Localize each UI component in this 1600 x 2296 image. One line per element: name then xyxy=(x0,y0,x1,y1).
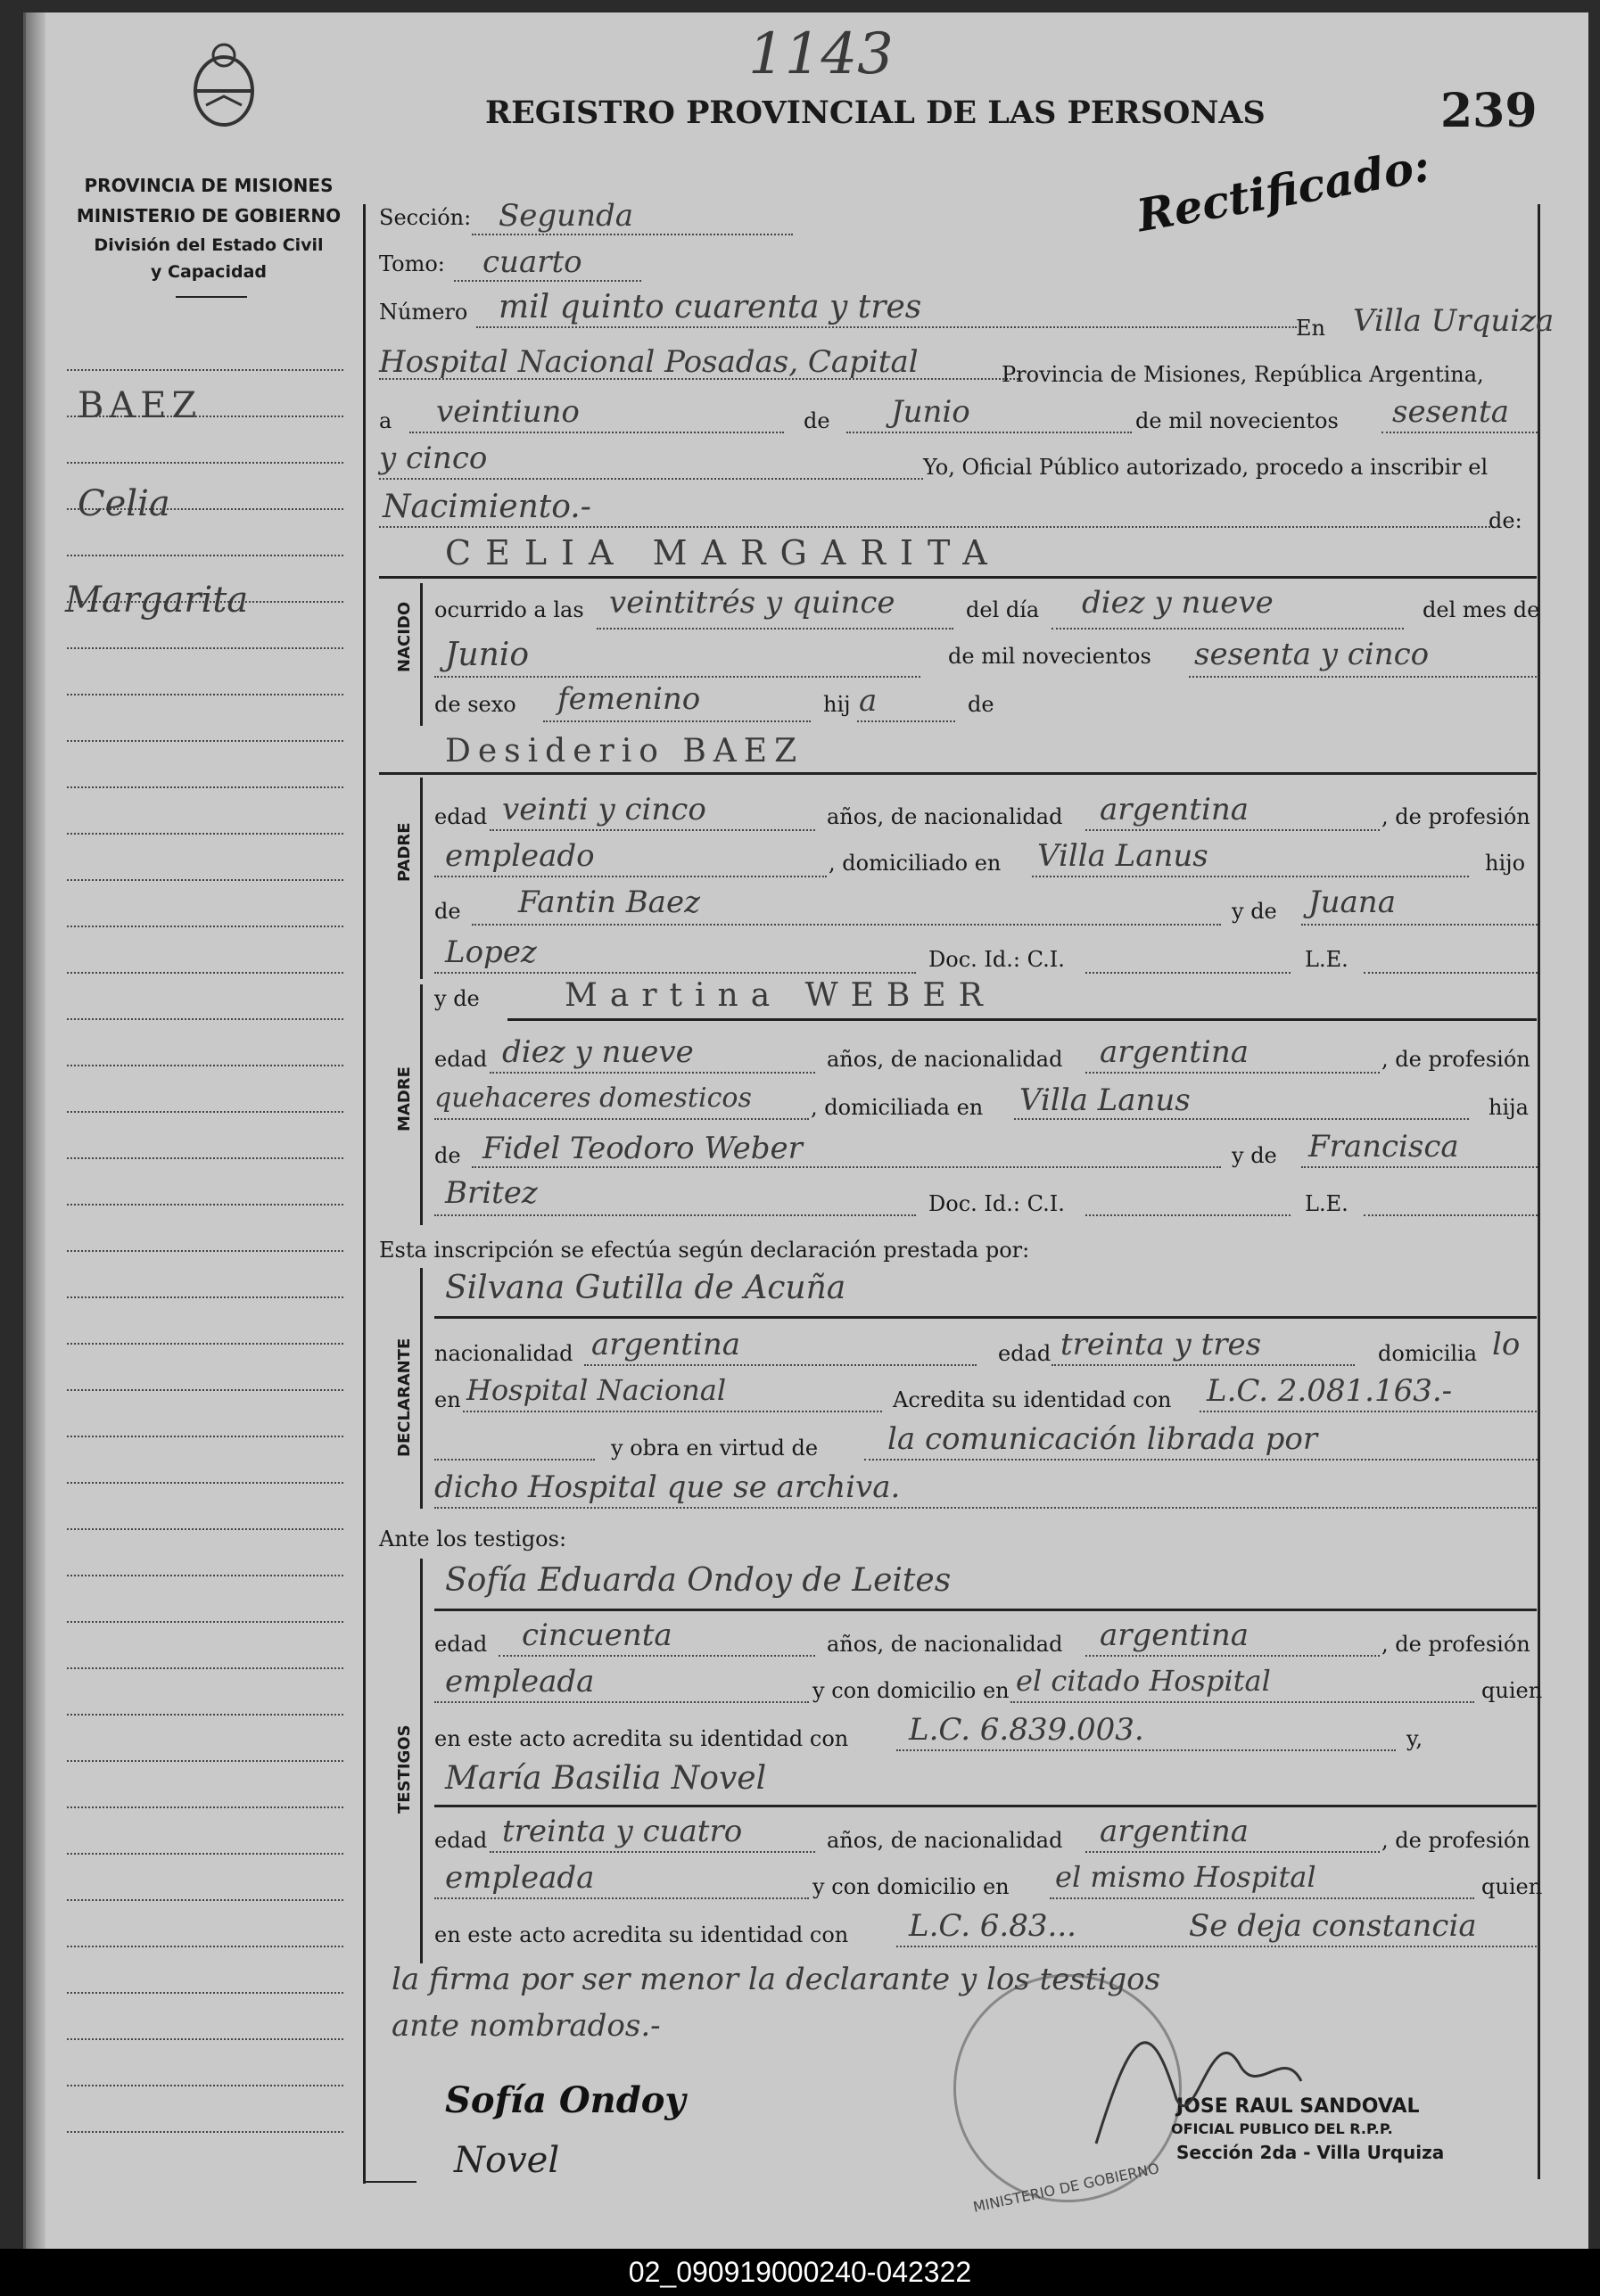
register-page xyxy=(23,12,1588,2249)
birth-day: diez y nueve xyxy=(1082,585,1274,621)
de-colon-label: de: xyxy=(1489,508,1522,533)
main-left-border xyxy=(363,204,366,2184)
witness1-age: cincuenta xyxy=(522,1617,672,1653)
closing-line-2: ante nombrados.- xyxy=(392,2008,661,2044)
margin-ruled-line xyxy=(67,1065,343,1066)
margin-ruled-line xyxy=(67,786,343,788)
page-title: REGISTRO PROVINCIAL DE LAS PERSONAS xyxy=(485,95,1266,131)
madre-dom-label: , domiciliada en xyxy=(811,1095,984,1120)
margin-ruled-line xyxy=(67,2131,343,2133)
declarant-address: Hospital Nacional xyxy=(466,1373,727,1407)
margin-name-2: Margarita xyxy=(65,580,249,621)
margin-ruled-line xyxy=(67,1899,343,1901)
padre-yde-label: y de xyxy=(1232,899,1277,924)
act-type: Nacimiento.- xyxy=(383,489,591,525)
margin-ruled-line xyxy=(67,694,343,695)
witness2-name: María Basilia Novel xyxy=(445,1760,767,1797)
t2-quien-label: quien xyxy=(1481,1874,1543,1899)
witness1-name: Sofía Eduarda Ondoy de Leites xyxy=(445,1562,952,1599)
t2-nac-label: años, de nacionalidad xyxy=(827,1828,1063,1853)
margin-ruled-line xyxy=(67,1575,343,1576)
margin-ruled-line xyxy=(67,1389,343,1391)
margin-ruled-line xyxy=(67,1250,343,1252)
margin-ruled-line xyxy=(67,1528,343,1530)
witness2-tail: Se deja constancia xyxy=(1189,1908,1477,1944)
sexo-label: de sexo xyxy=(434,692,516,717)
margin-ruled-line xyxy=(67,833,343,835)
office-line-4: y Capacidad xyxy=(151,262,267,282)
madre-nac-label: años, de nacionalidad xyxy=(827,1047,1063,1072)
t1-acredita-label: en este acto acredita su identidad con xyxy=(434,1726,849,1751)
margin-ruled-line xyxy=(67,1482,343,1484)
folio-number: 239 xyxy=(1440,84,1538,138)
acredita-label: Acredita su identidad con xyxy=(893,1387,1172,1412)
officer-role: OFICIAL PUBLICO DEL R.P.P. xyxy=(1171,2120,1393,2137)
margin-ruled-line xyxy=(67,369,343,371)
margin-ruled-line xyxy=(67,2085,343,2086)
margin-ruled-line xyxy=(67,1204,343,1206)
yo-text: Yo, Oficial Público autorizado, procedo a inscribir el xyxy=(923,455,1489,480)
coat-of-arms-icon xyxy=(179,39,268,128)
margin-ruled-line xyxy=(67,1946,343,1947)
obra-label: y obra en virtud de xyxy=(611,1436,819,1461)
rectification-note: Rectificado: xyxy=(1133,138,1434,243)
padre-de-label: de xyxy=(434,899,461,924)
t1-dom-label: y con domicilio en xyxy=(812,1678,1010,1703)
margin-name-1: Celia xyxy=(78,483,170,524)
t1-quien-label: quien xyxy=(1481,1678,1543,1703)
margin-ruled-line xyxy=(67,1157,343,1159)
margin-ruled-line xyxy=(67,462,343,464)
mother-address: Villa Lanus xyxy=(1019,1082,1191,1118)
seccion-label: Sección: xyxy=(379,205,472,230)
margin-ruled-line xyxy=(67,1667,343,1669)
t1-prof-label: , de profesión xyxy=(1381,1632,1530,1657)
decl-dom-label: domicilia xyxy=(1378,1341,1478,1366)
madre-hija-label: hija xyxy=(1489,1095,1529,1120)
margin-ruled-line xyxy=(67,879,343,881)
margin-ruled-line xyxy=(67,1343,343,1345)
margin-ruled-line xyxy=(67,740,343,742)
padre-doc-label: Doc. Id.: C.I. xyxy=(928,947,1065,972)
date-month: Junio xyxy=(891,394,970,430)
record-number: 1143 xyxy=(748,21,894,87)
birth-year: sesenta y cinco xyxy=(1194,637,1430,672)
mother-age: diez y nueve xyxy=(502,1034,694,1070)
padre-prof-label: , de profesión xyxy=(1381,804,1530,829)
margin-ruled-line xyxy=(67,2038,343,2040)
mother-nationality: argentina xyxy=(1100,1034,1249,1070)
madre-prof-label: , de profesión xyxy=(1381,1047,1530,1072)
declarant-nationality: argentina xyxy=(591,1327,741,1362)
madre-yde-label: y de xyxy=(434,986,480,1011)
testigos-text: Ante los testigos: xyxy=(379,1527,567,1551)
margin-ruled-line xyxy=(67,1436,343,1437)
margin-ruled-line xyxy=(67,1714,343,1716)
mil-novecientos-label: de mil novecientos xyxy=(1135,408,1339,433)
witness1-address: el citado Hospital xyxy=(1016,1664,1271,1698)
witness2-id: L.C. 6.83... xyxy=(909,1908,1076,1944)
office-line-3: División del Estado Civil xyxy=(94,235,324,255)
witness2-nationality: argentina xyxy=(1100,1814,1249,1849)
birth-time: veintitrés y quince xyxy=(609,585,895,621)
padre-edad-label: edad xyxy=(434,804,488,829)
margin-ruled-line xyxy=(67,647,343,649)
margin-ruled-line xyxy=(67,972,343,974)
de-parents-label: de xyxy=(968,692,994,717)
section-nacido: NACIDO xyxy=(395,601,414,672)
hij-suffix: a xyxy=(859,683,878,719)
name-rule xyxy=(379,576,1537,579)
tomo-value: cuarto xyxy=(482,244,582,280)
de-label: de xyxy=(804,408,830,433)
numero-label: Número xyxy=(379,300,468,325)
margin-ruled-line xyxy=(67,1806,343,1808)
office-line-2: MINISTERIO DE GOBIERNO xyxy=(76,205,342,226)
section-testigos: TESTIGOS xyxy=(395,1724,414,1814)
madre-le-label: L.E. xyxy=(1305,1191,1348,1216)
margin-ruled-line xyxy=(67,555,343,556)
witness2-age: treinta y cuatro xyxy=(502,1814,743,1849)
declarant-age: treinta y tres xyxy=(1060,1327,1262,1362)
declarant-address-start: lo xyxy=(1492,1327,1521,1362)
signature-2: Novel xyxy=(454,2140,560,2181)
margin-surname: BAEZ xyxy=(78,385,202,426)
padre-le-label: L.E. xyxy=(1305,947,1348,972)
madre-doc-label: Doc. Id.: C.I. xyxy=(928,1191,1065,1216)
witness2-profession: empleada xyxy=(445,1860,595,1896)
witness1-profession: empleada xyxy=(445,1664,595,1699)
margin-ruled-line xyxy=(67,1621,343,1623)
padre-nac-label: años, de nacionalidad xyxy=(827,804,1063,829)
t2-edad-label: edad xyxy=(434,1828,488,1853)
en-label: En xyxy=(1296,316,1325,341)
date-day: veintiuno xyxy=(436,394,580,430)
decl-edad-label: edad xyxy=(998,1341,1052,1366)
father-nationality: argentina xyxy=(1100,792,1249,827)
signature-1: Sofía Ondoy xyxy=(445,2079,686,2121)
obra-value: la comunicación librada por xyxy=(887,1421,1318,1457)
section-declarante: DECLARANTE xyxy=(395,1337,414,1457)
father-age: veinti y cinco xyxy=(502,792,706,827)
provincia-text: Provincia de Misiones, República Argentina, xyxy=(1002,362,1484,387)
hij-label: hij xyxy=(823,692,851,717)
obra-value-continued: dicho Hospital que se archiva. xyxy=(434,1469,901,1505)
child-name: CELIA MARGARITA xyxy=(445,533,1002,572)
t1-nac-label: años, de nacionalidad xyxy=(827,1632,1063,1657)
mother-profession: quehaceres domesticos xyxy=(434,1082,752,1114)
mother-name: Martina WEBER xyxy=(565,977,995,1014)
page-spine xyxy=(26,12,45,2249)
padre-hijo-label: hijo xyxy=(1485,851,1526,876)
margin-ruled-line xyxy=(67,926,343,927)
section-padre: PADRE xyxy=(395,822,414,882)
t2-acredita-label: en este acto acredita su identidad con xyxy=(434,1922,849,1947)
witness1-nationality: argentina xyxy=(1100,1617,1249,1653)
margin-ruled-line xyxy=(67,1111,343,1113)
father-address: Villa Lanus xyxy=(1037,838,1208,874)
a-label: a xyxy=(379,408,392,433)
mother-mother: Francisca xyxy=(1308,1129,1459,1164)
mother-mother-continued: Britez xyxy=(445,1175,538,1211)
closing-line-1: la firma por ser menor la declarante y los testigos xyxy=(392,1962,1161,1997)
date-year: sesenta xyxy=(1392,394,1509,430)
en-value: Villa Urquiza xyxy=(1353,303,1555,339)
t1-y-label: y, xyxy=(1406,1726,1423,1751)
margin-ruled-line xyxy=(67,1296,343,1298)
madre-yde2-label: y de xyxy=(1232,1143,1277,1168)
birth-month: Junio xyxy=(445,637,529,673)
t1-edad-label: edad xyxy=(434,1632,488,1657)
padre-dom-label: , domiciliado en xyxy=(829,851,1002,876)
image-id-footer: 02_090919000240-042322 xyxy=(0,2249,1600,2296)
seccion-value: Segunda xyxy=(499,198,634,234)
seal-text: MINISTERIO DE GOBIERNO xyxy=(971,2160,1161,2216)
father-profession: empleado xyxy=(445,838,595,874)
father-mother: Juana xyxy=(1308,885,1396,920)
margin-ruled-line xyxy=(67,1992,343,1994)
margin-ruled-line xyxy=(67,1760,343,1762)
en-value-continued: Hospital Nacional Posadas, Capital xyxy=(379,344,919,380)
margin-ruled-line xyxy=(67,1018,343,1020)
date-year-continued: y cinco xyxy=(379,440,488,476)
mother-father: Fidel Teodoro Weber xyxy=(482,1131,803,1166)
del-mes-label: del mes de xyxy=(1423,597,1540,622)
decl-en-label: en xyxy=(434,1387,461,1412)
declarant-id: L.C. 2.081.163.- xyxy=(1207,1373,1453,1409)
t2-dom-label: y con domicilio en xyxy=(812,1874,1010,1899)
decl-nac-label: nacionalidad xyxy=(434,1341,573,1366)
father-name: Desiderio BAEZ xyxy=(445,733,804,769)
officer-name: JOSE RAUL SANDOVAL xyxy=(1176,2095,1420,2118)
ocurrido-label: ocurrido a las xyxy=(434,597,584,622)
t2-prof-label: , de profesión xyxy=(1381,1828,1530,1853)
de-mil-label: de mil novecientos xyxy=(948,644,1151,669)
father-mother-continued: Lopez xyxy=(445,934,537,970)
madre-de-label: de xyxy=(434,1143,461,1168)
inscripcion-text: Esta inscripción se efectúa según declaración prestada por: xyxy=(379,1238,1030,1263)
sex-value: femenino xyxy=(557,681,701,717)
del-dia-label: del día xyxy=(966,597,1040,622)
declarant-name: Silvana Gutilla de Acuña xyxy=(445,1270,846,1306)
madre-edad-label: edad xyxy=(434,1047,488,1072)
witness1-id: L.C. 6.839.003. xyxy=(909,1712,1144,1748)
father-father: Fantin Baez xyxy=(518,885,700,920)
officer-signature xyxy=(1078,1992,1310,2161)
section-madre: MADRE xyxy=(395,1066,414,1132)
officer-office: Sección 2da - Villa Urquiza xyxy=(1176,2142,1445,2163)
witness2-address: el mismo Hospital xyxy=(1055,1860,1316,1894)
margin-ruled-line xyxy=(67,1853,343,1855)
office-line-1: PROVINCIA DE MISIONES xyxy=(84,175,334,196)
tomo-label: Tomo: xyxy=(379,251,445,276)
numero-value: mil quinto cuarenta y tres xyxy=(499,289,922,325)
